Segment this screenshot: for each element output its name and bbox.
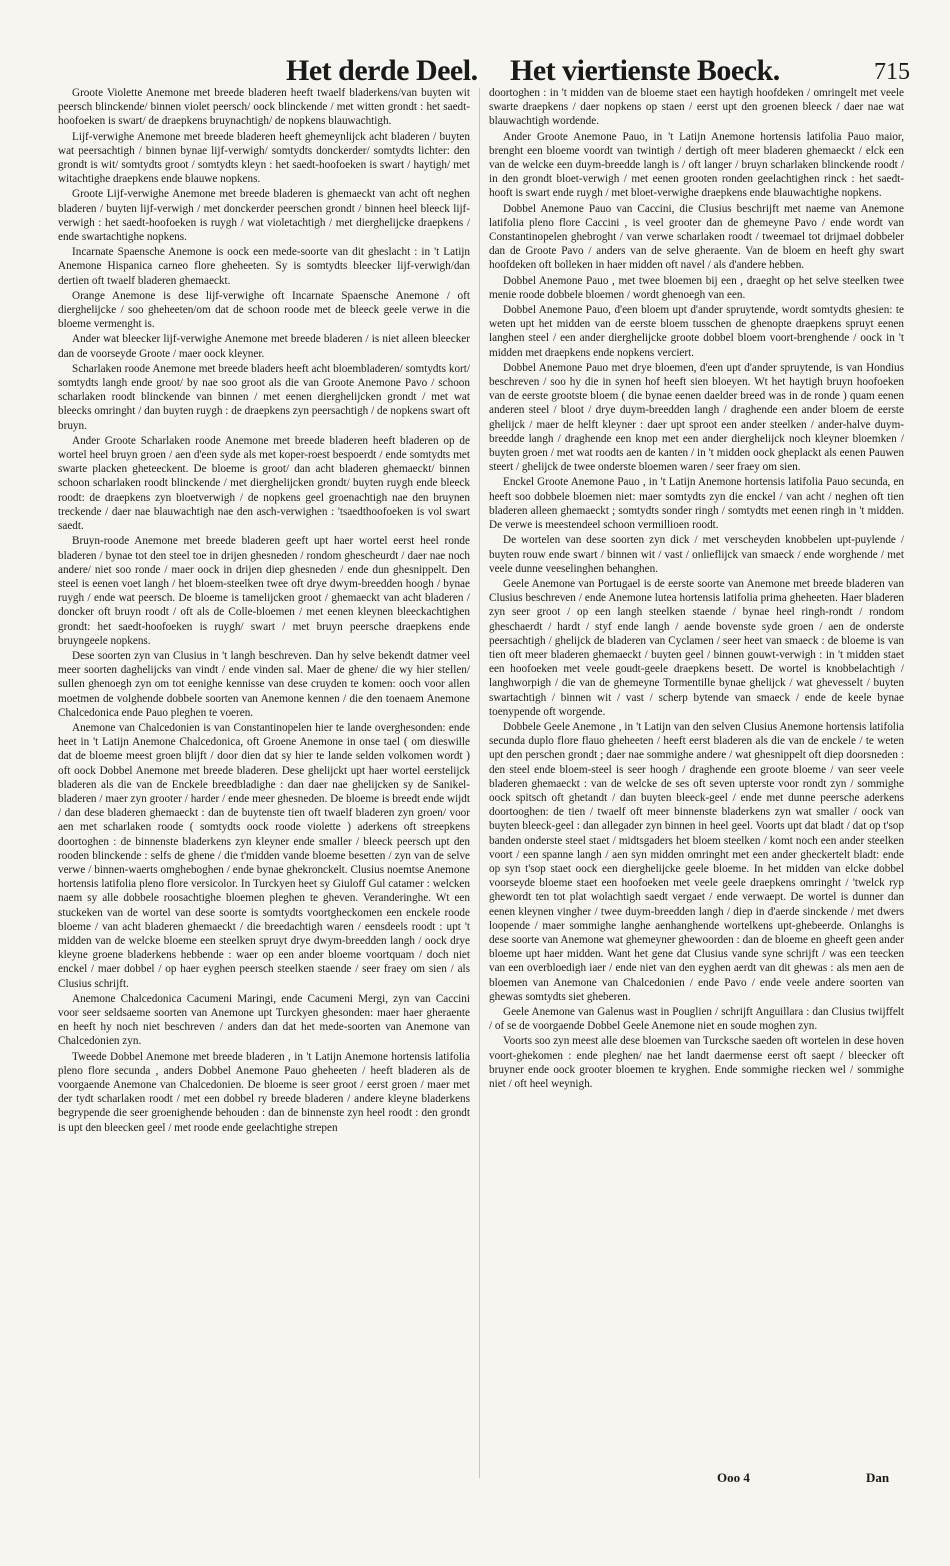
- paragraph: Geele Anemone van Portugael is de eerste soorte van Anemone met breede bladeren van Clusius beschreven / ende Anemone lutea hortensis latifolia prima gheheeten. Haer bladeren zyn seer groot / op een langh steelken staende / bynae heel ringh-rondt / rondom gheschaerdt / hardt / styf ende langh / aende bovenste syde groen / aen de onderste peersachtigh / ghelijck de bladeren van Cyclamen / seer heet van smaeck : de bloeme is van tien oft meer bladeren ghemaeckt / buyten geel / binnen gouwt-verwigh : in 't midden staet een hoofoeken met veele goudt-geele draepkens besett. De wortel is knobbelachtigh / langhworpigh / die van de ghemeyne Tormentille bynae ghelijck / wat ghevesselt / buyten swartachtigh / binnen wit / vast / scherp bytende van smaeck / ende de keele bynae toenypende oft worgende.: [489, 577, 904, 718]
- column-divider: [479, 88, 480, 1478]
- paragraph: Dobbel Anemone Pauo , met twee bloemen bij een , draeght op het selve steelken twee menie roode dobbele bloemen / wordt ghenoegh van een.: [489, 274, 904, 301]
- paragraph: Ander Groote Anemone Pauo, in 't Latijn Anemone hortensis latifolia Pauo maior, brenght een bloeme voordt van twintigh / dertigh oft meer bladeren ghemaeckt / elck een van de welcke een duym-breedde langh is / oft langer / bruyn scharlaken blinckende roodt / in den grondt bloet-verwigh / met eenen grooten ronden geelachtighen rinck : het saedt-hooft is swart ende ruygh / met bloet-verwighe draepkens ende blauwachtighe nopkens.: [489, 130, 904, 200]
- right-running-title: Het viertienste Boeck.: [510, 54, 780, 87]
- paragraph: Dobbel Anemone Pauo met drye bloemen, d'een upt d'ander spruytende, is van Hondius beschreven / soo hy die in synen hof heeft sien bloeyen. Wt het haytigh bruyn hoofoeken van de eerste grootste bloem ( die bynae eenen daelder breed was in de ronde ) quam eenen anderen steel / bloot / drye duym-breedden langh / draghende een ander bloem de eerste ghelijck / maer de helft kleyner : daer upt sproot een ander steelken / ander-halve duym-breedde langh / draghende een knop met een ander dierghelijck noch kleyner bloemken / buyten groen / met wat roodts aen de kanten / in 't midden oock gheplackt als eenen Pauwen steert / ghelijck de twee onderste bloemen waren / seer fraey om sien.: [489, 361, 904, 474]
- paragraph: Groote Violette Anemone met breede bladeren heeft twaelf bladerkens/van buyten wit peersch blinckende/ binnen violet peersch/ oock blinckende / met witten grondt : het saedt-hoofoeken is swart/ de draepkens bruynachtigh/ de nopkens blauwachtigh.: [58, 87, 470, 128]
- paragraph: Voorts soo zyn meest alle dese bloemen van Turcksche saeden oft wortelen in dese hoven voort-ghekomen : ende pleghen/ nae het landt daermense eerst oft saept / bleecker oft bruyner ende oock grooter bloemen te kryghen. Ende sommighe riecken wel / sommighe niet / oft heel weynigh.: [489, 1035, 904, 1091]
- left-running-title: Het derde Deel.: [286, 54, 478, 87]
- paragraph: Dobbel Anemone Pauo, d'een bloem upt d'ander spruytende, wordt somtydts ghesien: te weten upt het midden van de eerste bloem tusschen de ghenopte draepkens spruyt eenen langhen steel / een ander dierghelijcke groote dobbel bloem voort-brenghende / oock in 't midden met draepkens ende nopkens verciert.: [489, 304, 904, 359]
- paragraph: Anemone Chalcedonica Cacumeni Maringi, ende Cacumeni Mergi, zyn van Caccini voor seer seldsaeme soorten van Anemone upt Turckyen ghesonden: maer haer gheraente en heeft hy noch niet beschreven / anders dan dat het mede-soorten van Anemone van Chalcedonien zyn.: [58, 992, 470, 1048]
- catchword: Dan: [866, 1470, 890, 1485]
- paragraph: Enckel Groote Anemone Pauo , in 't Latijn Anemone hortensis latifolia Pauo secunda, en heeft soo dobbele bloemen niet: maer somtydts zyn die enckel / van acht / neghen oft tien bladeren alleen ghemaeckt ; somtydts sonder ringh / somtydts met eenen ringh in 't midden. De verwe is meestendeel schoon vermillioen roodt.: [489, 476, 904, 532]
- paragraph: Tweede Dobbel Anemone met breede bladeren , in 't Latijn Anemone hortensis latifolia pleno flore secunda , anders Dobbel Anemone Pauo gheheeten / heeft bladeren als de voorgaende Anemone van Chalcedonien. De bloeme is seer groot / eerst groen / maer met der tydt scharlaken roodt / met een dobbel ry breede bladeren / andere kleyne bladerkens begrypende die seer groenighende behouden : dan de binnenste zyn heel roodt : den grondt is upt den bleecken geel / met roode ende geelachtighe strepen: [58, 1050, 470, 1134]
- signature-mark: Ooo 4: [717, 1470, 750, 1485]
- paragraph: Groote Lijf-verwighe Anemone met breede bladeren is ghemaeckt van acht oft neghen bladeren / buyten lijf-verwigh / met donckerder peerschen grondt / binnen heel bleeck lijf-verwigh : het saedt-hoofoeken is ruygh / wat violetachtigh / met dierghelijcke draepkens / ende swartachtighe nopkens.: [58, 188, 470, 244]
- paragraph: doortoghen : in 't midden van de bloeme staet een haytigh hoofdeken / omringelt met veele swarte draepkens / daer nopkens op staen / eerst upt den groenen bleeck / daer nae wat blauwachtigh wordende.: [489, 87, 904, 128]
- paragraph: Dobbele Geele Anemone , in 't Latijn van den selven Clusius Anemone hortensis latifolia secunda duplo flore flauo gheheeten / heeft eerst bladeren als die van de enckele / te weten upt den perschen grondt ; daer nae sommighe andere / wat ghesnippelt oft diep doorsneden : den steel ende bloem-steel is seer hoogh / draghende een groote bloeme / van seer veele bladeren ghemaeckt : van de welcke de ses oft seven upterste voor rondt zyn / sommighe oock spitsch oft ghetandt / dan buyten bleeck-geel / ende met dunne peersche aderkens doortooghen: de tien / twaelf oft meer binnenste bladerkens zyn wat smaller / oock van buyten bleeck-geel : dan allegader zyn binnen in heel geel. Voorts upt dat bladt / dat op t'sop banden onderste steel staet / midtsgaders het bloem steelken / komt noch een ander steelken voort / een spanne langh / aen syn midden omringht met een ander gheckertelt bladt: ende op syn t'sop staet oock een dierghelijcke geele bloeme. In het midden van elcke dobbel voorseyde bloeme staet een hoofoeken met veele geele draepkens omringht / 'twelck ryp ghewordt ten tot plat wolachtigh saedt vergaet / ende verwaept. De wortel is dunner dan eenen kleynen vingher / twee duym-breedden langh / diep in d'aerde sinckende / met dwers loopende / maer sommighe langhe aenhanghende wortelkens upt-ghebeerde. Onlanghs is dese soorte van Anemone wat ghemeyner ghewoorden : dan de bloeme en gheeft geen ander bloeme upt haer midden. Want het gene dat Clusius vande syne schrijft / was een teecken van een overbloedigh iaer / ende niet van den eyghen aerdt van dit ghewas : als men aen de bloemen van Anemone van Chalcedonien / ende Pavo / ende veele andere soorten van ghewas somtydts siet gheberen.: [489, 720, 904, 1003]
- running-head: [58, 44, 910, 88]
- paragraph: Bruyn-roode Anemone met breede bladeren geeft upt haer wortel eerst heel ronde bladeren / bynae tot den steel toe in drijen ghesneden / rondom ghescheurdt / daer nae noch andere/ niet soo ronde / maer oock in drijen diep ghesneden / ende dun ghesnippelt. Den steel is eenen voet langh / het bloem-steelken twee oft drye dwym-breedden hoogh / bynae ruygh / ende wat peersch. De bloeme is tamelijcken groot / ghemaeckt van acht bladeren / doncker oft bruyn roodt / oft als de Colle-bloemen / met eenen kleynen bleeckachtighen grondt: het saedt-hoofoeken is ruygh/ swart / met bruyn peersche draepkens ende bruyngeele nopkens.: [58, 535, 470, 647]
- paragraph: Anemone van Chalcedonien is van Constantinopelen hier te lande overghesonden: ende heet in 't Latijn Anemone Chalcedonica, oft Groene Anemone in onse tael ( om dieswille dat de bloeme meest groen blijft / door dien dat sy hier te lande selden volkomen wordt ) oft oock Dobbel Anemone met breede bladeren. Dese ghelijckt upt haer wortel eerstelijck bladeren als die van de Enckele breedbladighe : dan daer nae ghelijcken sy de Sanikel-bladeren / maer zyn grooter / harder / ende meer ghesneden. De bloeme is breedt ende wijdt / dan dese bladeren ghemaeckt : dan de buytenste tien oft twaelf bladeren zyn groen/ voor aen met scharlaken roode ( somtydts oock roode violette ) aderkens oft streepkens doortoghen : de binnenste bladerkens zyn kleyner ende smaller / bleeck peersch upt den rooden blinckende : selfs de ghene / die t'midden vande bloeme besetten / zyn van de selve verwe / binnen-waerts omgheboghen / ende bynae ghekronckelt. Clusius noemtse Anemone hortensis latifolia pleno flore versicolor. In Turckyen heet sy Giuloff Gul catamer : welcken naem sy alle dobbele roosachtighe bloemen pleghen te gheven. Veranderinghe. Wt een stuckeken van de wortel van dese soorte is somtydts voortgheckomen een enckele roode bloeme / van acht bladeren ghemaeckt / die breedachtigh waren / eensdeels roodt : upt 't midden van de welcke bloeme een steelken spruyt drye dwym-breedden langh / oock drye kleyne groene bladerkens hebbende : waer op een ander bloeme voortquam / doch niet enckel / maer dobbel / op haer eyghen peersch steelken staende / seer fraey om sien / als Clusius schrijft.: [58, 721, 470, 990]
- paragraph: De wortelen van dese soorten zyn dick / met verscheyden knobbelen upt-puylende / buyten rouw ende swart / binnen wit / vast / onlieflijck van smaeck / ende worghende / met veele dunne veeselinghen behanghen.: [489, 534, 904, 575]
- paragraph: Ander wat bleecker lijf-verwighe Anemone met breede bladeren / is niet alleen bleecker dan de voorseyde Groote / maer oock kleyner.: [58, 333, 470, 360]
- paragraph: Incarnate Spaensche Anemone is oock een mede-soorte van dit gheslacht : in 't Latijn Anemone Hispanica carneo flore gheheeten. Sy is somtydts bleecker lijf-verwigh/dan dertien oft twaelf bladeren ghemaeckt.: [58, 246, 470, 287]
- paragraph: Dobbel Anemone Pauo van Caccini, die Clusius beschrijft met naeme van Anemone latifolia pleno flore Caccini , is veel grooter dan de ghemeyne Pavo / ende wordt van Constantinopelen ghebroght / van verwe scharlaken roodt / tweemael tot drijmael dobbeler dan de Groote Pavo / anders van de selve gheraente. Van de bloem en heeft ghy swart hoofdeken oft bolleken in haer midden oft navel / als d'andere hebben.: [489, 202, 904, 272]
- left-text-column: [58, 86, 470, 1478]
- paragraph: Ander Groote Scharlaken roode Anemone met breede bladeren heeft bladeren op de wortel heel bruyn groen / aen d'een syde als met koper-roest bespoerdt / ende somtydts met swarte placken gheteeckent. De bloeme is groot/ dan acht bladeren ghemaeckt/ binnen schoon scharlaken roodt blinckende / met dierghelijcken grondt/ buyten ruygh ende bleeck roodt: de draepkens zyn bloetverwigh / de nopkens geel groenachtigh nae den bruynen treckende / daer nae blauwachtigh nae den asch-verwighen : 'tsaedthoofoeken is vol swart saedt.: [58, 434, 470, 533]
- right-text-column: [489, 86, 904, 1478]
- paragraph: Dese soorten zyn van Clusius in 't langh beschreven. Dan hy selve bekendt datmer veel meer soorten daghelijcks van vindt / ende vinden sal. Maer de ghene/ die wy hier stellen/ sullen ghenoegh zyn om tot eenighe kennisse van dese cruyden te komen: ooch voor allen moetmen de volghende dobbele soorten van Anemone kennen / die den toenaem Anemone Chalcedonica ende Pauo pleghen te voeren.: [58, 649, 470, 719]
- paragraph: Orange Anemone is dese lijf-verwighe oft Incarnate Spaensche Anemone / oft dierghelijcke / soo gheheeten/om dat de schoon roode met de bleeck geele verwe in die bloeme vermenght is.: [58, 289, 470, 331]
- paragraph: Lijf-verwighe Anemone met breede bladeren heeft ghemeynlijck acht bladeren / buyten wat peersachtigh / binnen bynae lijf-verwigh/ somtydts donckerder/ somtydts lichter: den grondt is wit/ somtydts groot / somtydts kleyn : het saedt-hoofoeken is swart / haytigh/ met witachtighe draepkens ende blauwe nopkens.: [58, 130, 470, 186]
- paragraph: Scharlaken roode Anemone met breede bladers heeft acht bloembladeren/ somtydts kort/ somtydts langh ende groot/ by nae soo groot als die van Groote Anemone Pavo / schoon scharlaken roodt blinckende van binnen / met eenen dierghelijcken grondt / met wat bleecks omringht / dan buyten ruygh : de draepkens zyn peersachtigh / de nopkens swart oft bruyn.: [58, 362, 470, 432]
- page-number: 715: [874, 59, 910, 85]
- paragraph: Geele Anemone van Galenus wast in Pouglien / schrijft Anguillara : dan Clusius twijffelt / of se de voorgaende Dobbel Geele Anemone niet en soude moghen zyn.: [489, 1006, 904, 1033]
